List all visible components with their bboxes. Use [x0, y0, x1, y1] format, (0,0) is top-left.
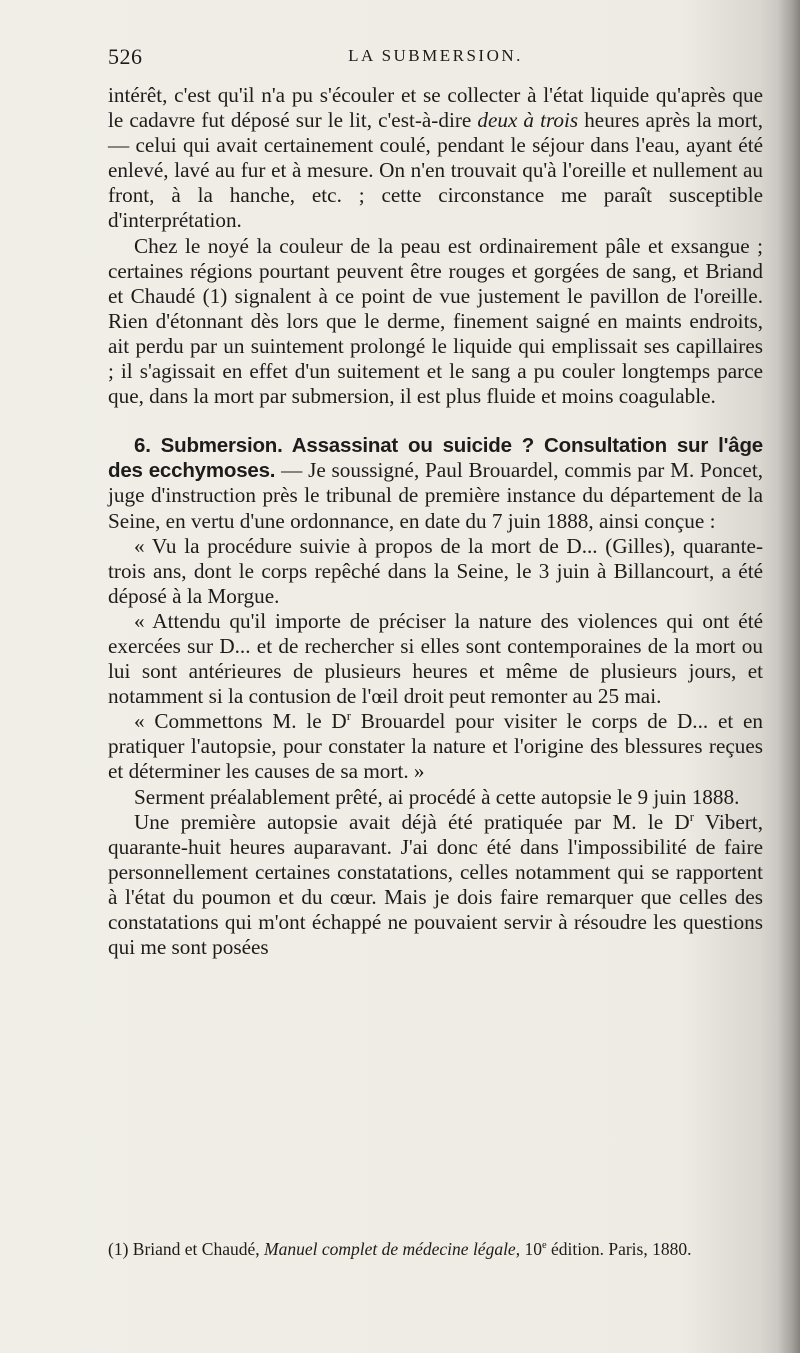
page-edge-shadow [778, 0, 800, 1353]
page-number: 526 [108, 44, 143, 69]
footnote-text-b: , 10 [515, 1239, 542, 1259]
paragraph-4: « Vu la procédure suivie à propos de la mort de D... (Gilles), quarante-trois ans, dont le corps repêché dans la Seine, le 3 juin à Billancourt, a été déposé à la Morgue. [108, 533, 763, 608]
paragraph-6 [108, 709, 763, 784]
section-heading: 6. Submersion. Assassinat ou suicide ? Consultation sur l'âge des ecchymoses. [108, 434, 763, 483]
footnote-superscript: e [541, 1240, 547, 1252]
paragraph-1-emphasis: deux à trois [477, 108, 579, 133]
running-head: LA SUBMERSION. [348, 46, 523, 65]
section-spacer [108, 409, 763, 433]
paragraph-6-superscript: r [346, 709, 351, 724]
paragraph-1-text-b: heures après la mort, — celui qui avait certainement coulé, pendant le séjour dans l'eau, ayant été enlevé, lavé au fur et à mesure. On n'en trouvait qu'à l'oreille et nullement au front, à la hanche, etc. ; cette circonstance me paraît susceptible d'interprétation. [108, 108, 763, 233]
paragraph-8-superscript: r [689, 809, 694, 824]
paragraph-6-text-b: Brouardel pour visiter le corps de D... et en pratiquer l'autopsie, pour constater la nature et l'origine des blessures reçues et déterminer les causes de sa mort. » [108, 709, 763, 784]
paragraph-8-text-a: Une première autopsie avait déjà été pratiquée par M. le D [134, 809, 690, 834]
footnote-text-c: édition. Paris, 1880. [546, 1239, 692, 1259]
footnote-book-title: Manuel complet de médecine légale [264, 1239, 516, 1259]
page-header [108, 44, 763, 74]
main-text [108, 83, 763, 960]
paragraph-7: Serment préalablement prêté, ai procédé à cette autopsie le 9 juin 1888. [134, 784, 740, 809]
paragraph-3 [108, 433, 763, 533]
footnote-text-a: (1) Briand et Chaudé, [108, 1239, 264, 1259]
paragraph-1 [108, 83, 763, 234]
paragraph-5: « Attendu qu'il importe de préciser la nature des violences qui ont été exercées sur D... et de rechercher si elles sont contemporaines de la mort ou lui sont antérieures de plusieurs heures et même de plusieurs jours, et notamment si la contusion de l'œil droit peut remonter au 25 mai. [108, 608, 763, 709]
paragraph-8-text-b: Vibert, quarante-huit heures auparavant. J'ai donc été dans l'impossibilité de faire personnellement certaines constatations, celles notamment qui se rapportent à l'état du poumon et du cœur. Mais je dois faire remarquer que celles des constatations qui m'ont échappé ne pouvaient servir à résoudre les questions qui me sont posées [108, 809, 763, 960]
paragraph-3-text: — Je soussigné, Paul Brouardel, commis par M. Poncet, juge d'instruction près le tribunal de première instance du département de la Seine, en vertu d'une ordonnance, en date du 7 juin 1888, ainsi conçue : [108, 458, 764, 533]
paragraph-2: Chez le noyé la couleur de la peau est ordinairement pâle et exsangue ; certaines régions pourtant peuvent être rouges et gorgées de sang, et Briand et Chaudé (1) signalent à ce point de vue justement le pavillon de l'oreille. Rien d'étonnant dès lors que le derme, finement saigné en maints endroits, ait perdu par un suintement prolongé le liquide qui emplissait ses capillaires ; il s'agissait en effet d'un suitement et le sang a pu couler longtemps parce que, dans la mort par submersion, il est plus fluide et moins coagulable. [108, 233, 763, 409]
paragraph-1-text-a: intérêt, c'est qu'il n'a pu s'écouler et se collecter à l'état liquide qu'après que le cadavre fut déposé sur le lit, c'est-à-dire [108, 83, 763, 133]
paragraph-8 [108, 810, 763, 961]
paragraph-6-text-a: « Commettons M. le D [134, 709, 347, 734]
footnote [108, 1238, 763, 1261]
